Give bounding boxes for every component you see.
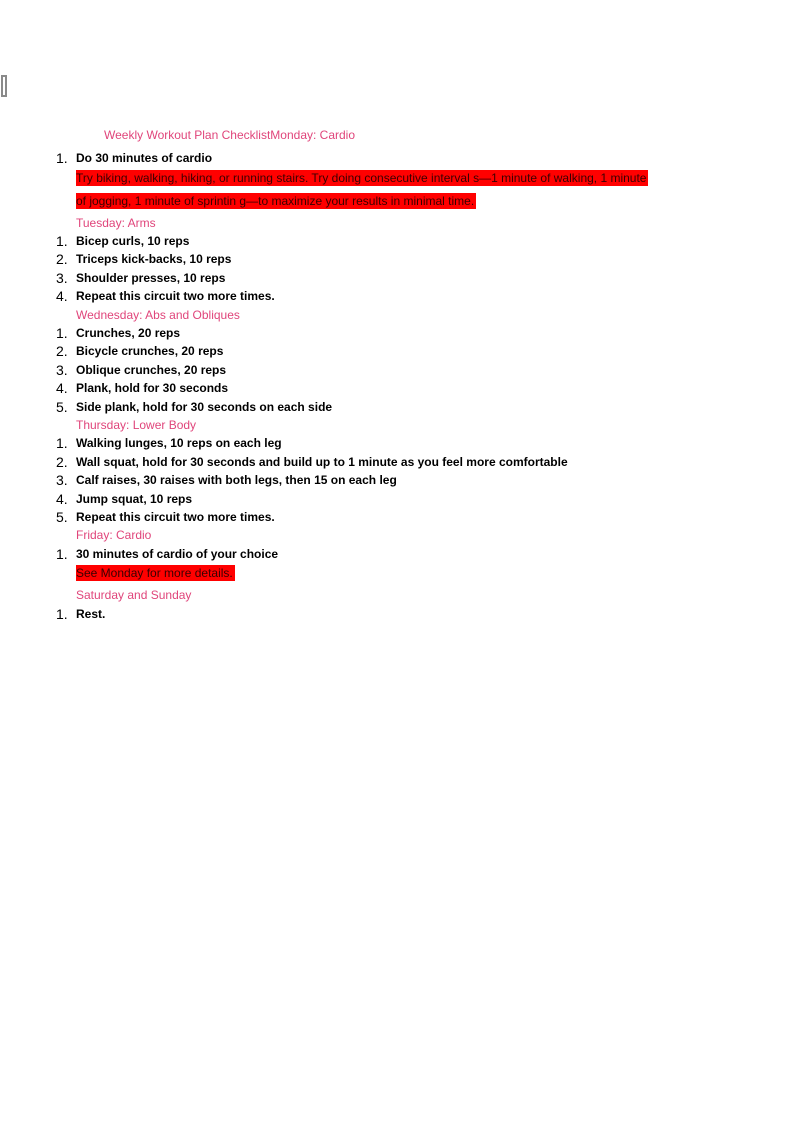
- list-item: [0, 491, 793, 509]
- list-item: [0, 472, 793, 490]
- friday-heading: Friday: Cardio: [76, 528, 152, 542]
- list-item: [0, 362, 793, 380]
- list-number: 5.: [56, 509, 68, 525]
- list-item: [0, 509, 793, 527]
- list-item: [0, 325, 793, 343]
- list-number: 1.: [56, 233, 68, 249]
- list-number: 1.: [56, 150, 68, 166]
- wednesday-heading: Wednesday: Abs and Obliques: [76, 308, 240, 322]
- list-item-text: Crunches, 20 reps: [76, 326, 181, 340]
- list-item: [0, 150, 793, 168]
- list-item: [0, 454, 793, 472]
- highlighted-note-line-2: of jogging, 1 minute of sprintin g—to maximize your results in minimal time.: [76, 194, 475, 208]
- list-item-text: Oblique crunches, 20 reps: [76, 363, 227, 377]
- list-item: [0, 399, 793, 417]
- list-item-text: Shoulder presses, 10 reps: [76, 271, 226, 285]
- list-item-text: Walking lunges, 10 reps on each leg: [76, 436, 282, 450]
- list-item-text: Bicep curls, 10 reps: [76, 234, 190, 248]
- highlighted-note: See Monday for more details.: [76, 566, 233, 580]
- list-item-text: Repeat this circuit two more times.: [76, 510, 275, 524]
- list-item-text: Rest.: [76, 607, 106, 621]
- list-number: 1.: [56, 435, 68, 451]
- text-cursor-marker: [1, 75, 7, 97]
- list-item-text: Do 30 minutes of cardio: [76, 151, 213, 165]
- list-number: 4.: [56, 380, 68, 396]
- list-item: [0, 270, 793, 288]
- list-item-text: Side plank, hold for 30 seconds on each side: [76, 400, 333, 414]
- weekend-heading: Saturday and Sunday: [76, 588, 192, 602]
- thursday-heading: Thursday: Lower Body: [76, 418, 197, 432]
- list-item-text: Triceps kick-backs, 10 reps: [76, 252, 232, 266]
- list-item-text: 30 minutes of cardio of your choice: [76, 547, 279, 561]
- list-number: 1.: [56, 606, 68, 622]
- monday-heading: Monday: Cardio: [270, 128, 356, 142]
- list-item-text: Repeat this circuit two more times.: [76, 289, 275, 303]
- list-number: 5.: [56, 399, 68, 415]
- list-item-text: Bicycle crunches, 20 reps: [76, 344, 224, 358]
- list-number: 2.: [56, 343, 68, 359]
- list-item-text: Jump squat, 10 reps: [76, 492, 193, 506]
- list-number: 3.: [56, 362, 68, 378]
- list-item-text: Plank, hold for 30 seconds: [76, 381, 229, 395]
- document-title: Weekly Workout Plan Checklist: [104, 128, 271, 142]
- list-item: [0, 380, 793, 398]
- list-number: 1.: [56, 325, 68, 341]
- highlighted-note-line-1: Try biking, walking, hiking, or running stairs. Try doing consecutive interval s—1 minute of walking, 1 minute: [76, 171, 647, 185]
- list-item: [0, 606, 793, 624]
- list-item: [0, 435, 793, 453]
- list-number: 4.: [56, 491, 68, 507]
- list-item: [0, 343, 793, 361]
- list-number: 1.: [56, 546, 68, 562]
- list-number: 3.: [56, 270, 68, 286]
- document-title-line: [104, 127, 355, 143]
- list-item: [0, 288, 793, 306]
- list-number: 3.: [56, 472, 68, 488]
- list-number: 2.: [56, 454, 68, 470]
- list-item-text: Wall squat, hold for 30 seconds and build up to 1 minute as you feel more comfortable: [76, 455, 568, 469]
- list-item: [0, 251, 793, 269]
- list-item-text: Calf raises, 30 raises with both legs, then 15 on each leg: [76, 473, 397, 487]
- tuesday-heading: Tuesday: Arms: [76, 216, 156, 230]
- list-item: [0, 546, 793, 564]
- list-number: 2.: [56, 251, 68, 267]
- list-item: [0, 233, 793, 251]
- list-number: 4.: [56, 288, 68, 304]
